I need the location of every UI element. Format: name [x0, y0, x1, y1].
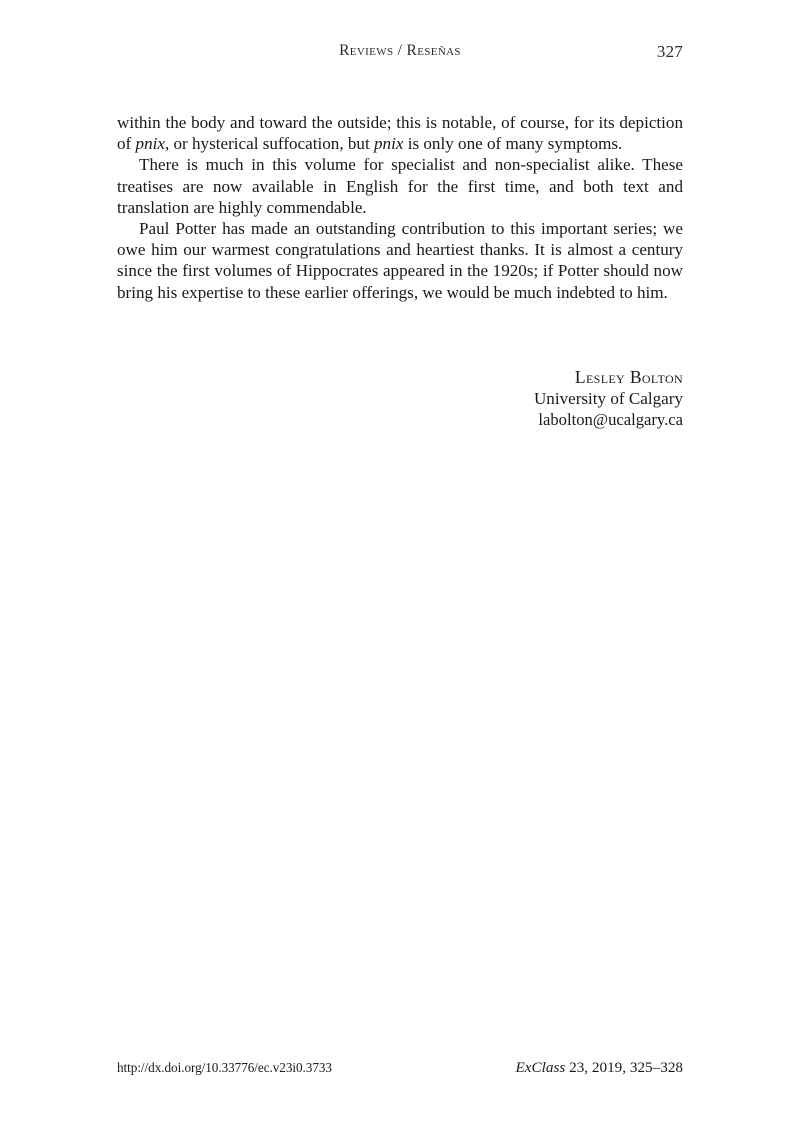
emphasis-term: pnix	[373, 134, 404, 154]
signature-block	[117, 367, 683, 431]
text-run: within the body and toward the outside; this is notable, of course, for its depiction of	[117, 113, 683, 154]
journal-citation	[516, 1059, 684, 1077]
running-head-title: Reviews / Reseñas	[339, 42, 461, 59]
reviewer-email[interactable]: labolton@ucalgary.ca	[538, 410, 683, 430]
text-run: There is much in this volume for specialist and non-specialist alike. These treatises are now available in English for the first time, and both text and translation are highly commendable.	[117, 155, 683, 217]
body-paragraph	[117, 218, 683, 303]
body-paragraph	[117, 154, 683, 218]
journal-citation-details: 23, 2019, 325–328	[565, 1059, 683, 1076]
text-run: Paul Potter has made an outstanding contribution to this important series; we owe him our warmest congratulations and heartiest thanks. It is almost a century since the first volumes of Hippocrates appeared in the 1920s; if Potter should now bring his expertise to these earlier offerings, we would be much indebted to him.	[117, 219, 683, 302]
running-head	[117, 42, 683, 66]
journal-title: ExClass	[515, 1059, 566, 1076]
page-footer	[117, 1060, 683, 1080]
emphasis-term: pnix	[135, 134, 165, 154]
reviewer-name: Lesley Bolton	[574, 367, 683, 387]
text-run: is only one of many symptoms.	[403, 134, 623, 154]
page-number: 327	[656, 42, 683, 61]
text-run: , or hysterical suffocation, but	[164, 134, 374, 154]
reviewer-affiliation: University of Calgary	[533, 389, 683, 409]
body-text-block	[117, 112, 683, 303]
doi-link[interactable]: http://dx.doi.org/10.33776/ec.v23i0.3733	[117, 1060, 332, 1075]
body-paragraph	[117, 112, 683, 154]
